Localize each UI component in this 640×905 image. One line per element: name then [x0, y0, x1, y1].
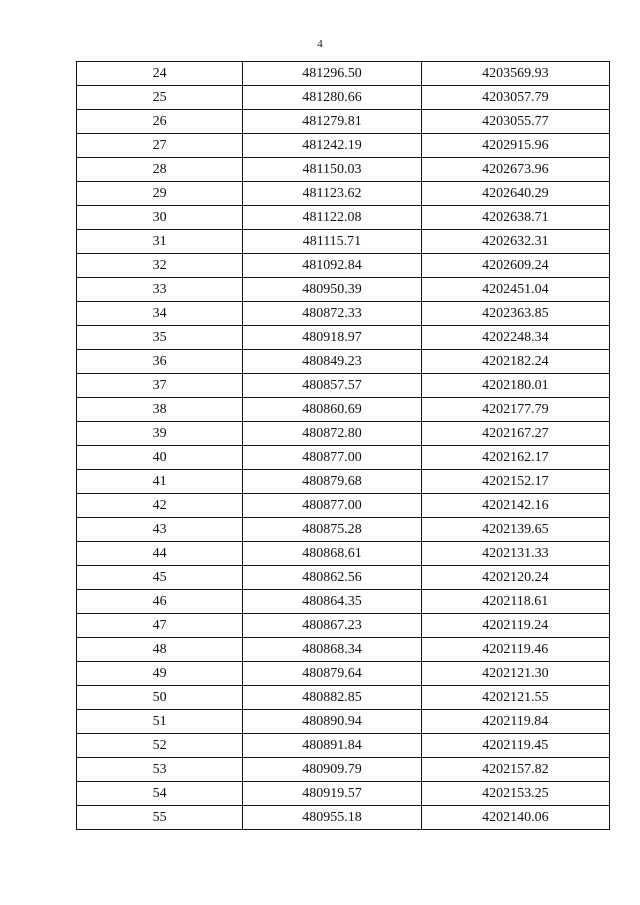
x-coordinate-cell: 480872.80 — [243, 422, 421, 446]
table-row — [77, 302, 610, 326]
x-coordinate-cell: 481115.71 — [243, 230, 421, 254]
y-coordinate-cell: 4202119.24 — [421, 614, 609, 638]
y-coordinate-cell: 4202177.79 — [421, 398, 609, 422]
table-row — [77, 350, 610, 374]
table-row — [77, 230, 610, 254]
x-coordinate-cell: 480877.00 — [243, 494, 421, 518]
point-number-cell: 48 — [77, 638, 243, 662]
x-coordinate-cell: 480875.28 — [243, 518, 421, 542]
table-row — [77, 614, 610, 638]
point-number-cell: 37 — [77, 374, 243, 398]
point-number-cell: 28 — [77, 158, 243, 182]
x-coordinate-cell: 480862.56 — [243, 566, 421, 590]
y-coordinate-cell: 4202157.82 — [421, 758, 609, 782]
y-coordinate-cell: 4202131.33 — [421, 542, 609, 566]
y-coordinate-cell: 4202153.25 — [421, 782, 609, 806]
x-coordinate-cell: 480890.94 — [243, 710, 421, 734]
point-number-cell: 24 — [77, 62, 243, 86]
table-row — [77, 254, 610, 278]
x-coordinate-cell: 480950.39 — [243, 278, 421, 302]
point-number-cell: 26 — [77, 110, 243, 134]
y-coordinate-cell: 4202180.01 — [421, 374, 609, 398]
table-row — [77, 206, 610, 230]
point-number-cell: 44 — [77, 542, 243, 566]
y-coordinate-cell: 4202118.61 — [421, 590, 609, 614]
y-coordinate-cell: 4202638.71 — [421, 206, 609, 230]
point-number-cell: 55 — [77, 806, 243, 830]
table-row — [77, 686, 610, 710]
y-coordinate-cell: 4202640.29 — [421, 182, 609, 206]
point-number-cell: 32 — [77, 254, 243, 278]
table-row — [77, 638, 610, 662]
x-coordinate-cell: 480857.57 — [243, 374, 421, 398]
table-row — [77, 182, 610, 206]
coordinate-table-body — [77, 62, 610, 830]
point-number-cell: 35 — [77, 326, 243, 350]
y-coordinate-cell: 4203569.93 — [421, 62, 609, 86]
y-coordinate-cell: 4202121.30 — [421, 662, 609, 686]
table-row — [77, 158, 610, 182]
y-coordinate-cell: 4202915.96 — [421, 134, 609, 158]
table-row — [77, 374, 610, 398]
table-row — [77, 62, 610, 86]
point-number-cell: 39 — [77, 422, 243, 446]
point-number-cell: 36 — [77, 350, 243, 374]
table-row — [77, 422, 610, 446]
point-number-cell: 42 — [77, 494, 243, 518]
table-row — [77, 110, 610, 134]
x-coordinate-cell: 480955.18 — [243, 806, 421, 830]
x-coordinate-cell: 480868.34 — [243, 638, 421, 662]
table-row — [77, 734, 610, 758]
y-coordinate-cell: 4203057.79 — [421, 86, 609, 110]
point-number-cell: 47 — [77, 614, 243, 638]
x-coordinate-cell: 480868.61 — [243, 542, 421, 566]
y-coordinate-cell: 4203055.77 — [421, 110, 609, 134]
point-number-cell: 46 — [77, 590, 243, 614]
y-coordinate-cell: 4202632.31 — [421, 230, 609, 254]
x-coordinate-cell: 481122.08 — [243, 206, 421, 230]
x-coordinate-cell: 480919.57 — [243, 782, 421, 806]
x-coordinate-cell: 480891.84 — [243, 734, 421, 758]
point-number-cell: 43 — [77, 518, 243, 542]
table-row — [77, 134, 610, 158]
x-coordinate-cell: 480867.23 — [243, 614, 421, 638]
point-number-cell: 40 — [77, 446, 243, 470]
table-row — [77, 446, 610, 470]
y-coordinate-cell: 4202152.17 — [421, 470, 609, 494]
point-number-cell: 30 — [77, 206, 243, 230]
point-number-cell: 51 — [77, 710, 243, 734]
table-row — [77, 566, 610, 590]
x-coordinate-cell: 481279.81 — [243, 110, 421, 134]
y-coordinate-cell: 4202140.06 — [421, 806, 609, 830]
x-coordinate-cell: 480860.69 — [243, 398, 421, 422]
point-number-cell: 41 — [77, 470, 243, 494]
point-number-cell: 45 — [77, 566, 243, 590]
table-row — [77, 806, 610, 830]
y-coordinate-cell: 4202119.84 — [421, 710, 609, 734]
y-coordinate-cell: 4202121.55 — [421, 686, 609, 710]
y-coordinate-cell: 4202119.45 — [421, 734, 609, 758]
y-coordinate-cell: 4202162.17 — [421, 446, 609, 470]
x-coordinate-cell: 480877.00 — [243, 446, 421, 470]
point-number-cell: 33 — [77, 278, 243, 302]
y-coordinate-cell: 4202673.96 — [421, 158, 609, 182]
table-row — [77, 662, 610, 686]
point-number-cell: 29 — [77, 182, 243, 206]
y-coordinate-cell: 4202167.27 — [421, 422, 609, 446]
page-number: 4 — [317, 38, 323, 50]
point-number-cell: 31 — [77, 230, 243, 254]
x-coordinate-cell: 481123.62 — [243, 182, 421, 206]
x-coordinate-cell: 481296.50 — [243, 62, 421, 86]
point-number-cell: 50 — [77, 686, 243, 710]
point-number-cell: 38 — [77, 398, 243, 422]
x-coordinate-cell: 481092.84 — [243, 254, 421, 278]
table-row — [77, 494, 610, 518]
x-coordinate-cell: 481280.66 — [243, 86, 421, 110]
x-coordinate-cell: 481242.19 — [243, 134, 421, 158]
x-coordinate-cell: 480864.35 — [243, 590, 421, 614]
y-coordinate-cell: 4202182.24 — [421, 350, 609, 374]
point-number-cell: 53 — [77, 758, 243, 782]
table-row — [77, 542, 610, 566]
y-coordinate-cell: 4202119.46 — [421, 638, 609, 662]
coordinate-table — [76, 61, 610, 830]
table-row — [77, 590, 610, 614]
point-number-cell: 54 — [77, 782, 243, 806]
table-row — [77, 398, 610, 422]
table-row — [77, 470, 610, 494]
x-coordinate-cell: 480879.64 — [243, 662, 421, 686]
point-number-cell: 27 — [77, 134, 243, 158]
table-row — [77, 710, 610, 734]
x-coordinate-cell: 480879.68 — [243, 470, 421, 494]
y-coordinate-cell: 4202139.65 — [421, 518, 609, 542]
y-coordinate-cell: 4202142.16 — [421, 494, 609, 518]
table-row — [77, 758, 610, 782]
point-number-cell: 34 — [77, 302, 243, 326]
table-row — [77, 518, 610, 542]
y-coordinate-cell: 4202451.04 — [421, 278, 609, 302]
point-number-cell: 25 — [77, 86, 243, 110]
x-coordinate-cell: 480849.23 — [243, 350, 421, 374]
table-row — [77, 278, 610, 302]
y-coordinate-cell: 4202248.34 — [421, 326, 609, 350]
point-number-cell: 49 — [77, 662, 243, 686]
x-coordinate-cell: 480872.33 — [243, 302, 421, 326]
point-number-cell: 52 — [77, 734, 243, 758]
x-coordinate-cell: 480882.85 — [243, 686, 421, 710]
x-coordinate-cell: 480918.97 — [243, 326, 421, 350]
table-row — [77, 86, 610, 110]
x-coordinate-cell: 480909.79 — [243, 758, 421, 782]
y-coordinate-cell: 4202609.24 — [421, 254, 609, 278]
table-row — [77, 782, 610, 806]
table-row — [77, 326, 610, 350]
x-coordinate-cell: 481150.03 — [243, 158, 421, 182]
y-coordinate-cell: 4202120.24 — [421, 566, 609, 590]
y-coordinate-cell: 4202363.85 — [421, 302, 609, 326]
